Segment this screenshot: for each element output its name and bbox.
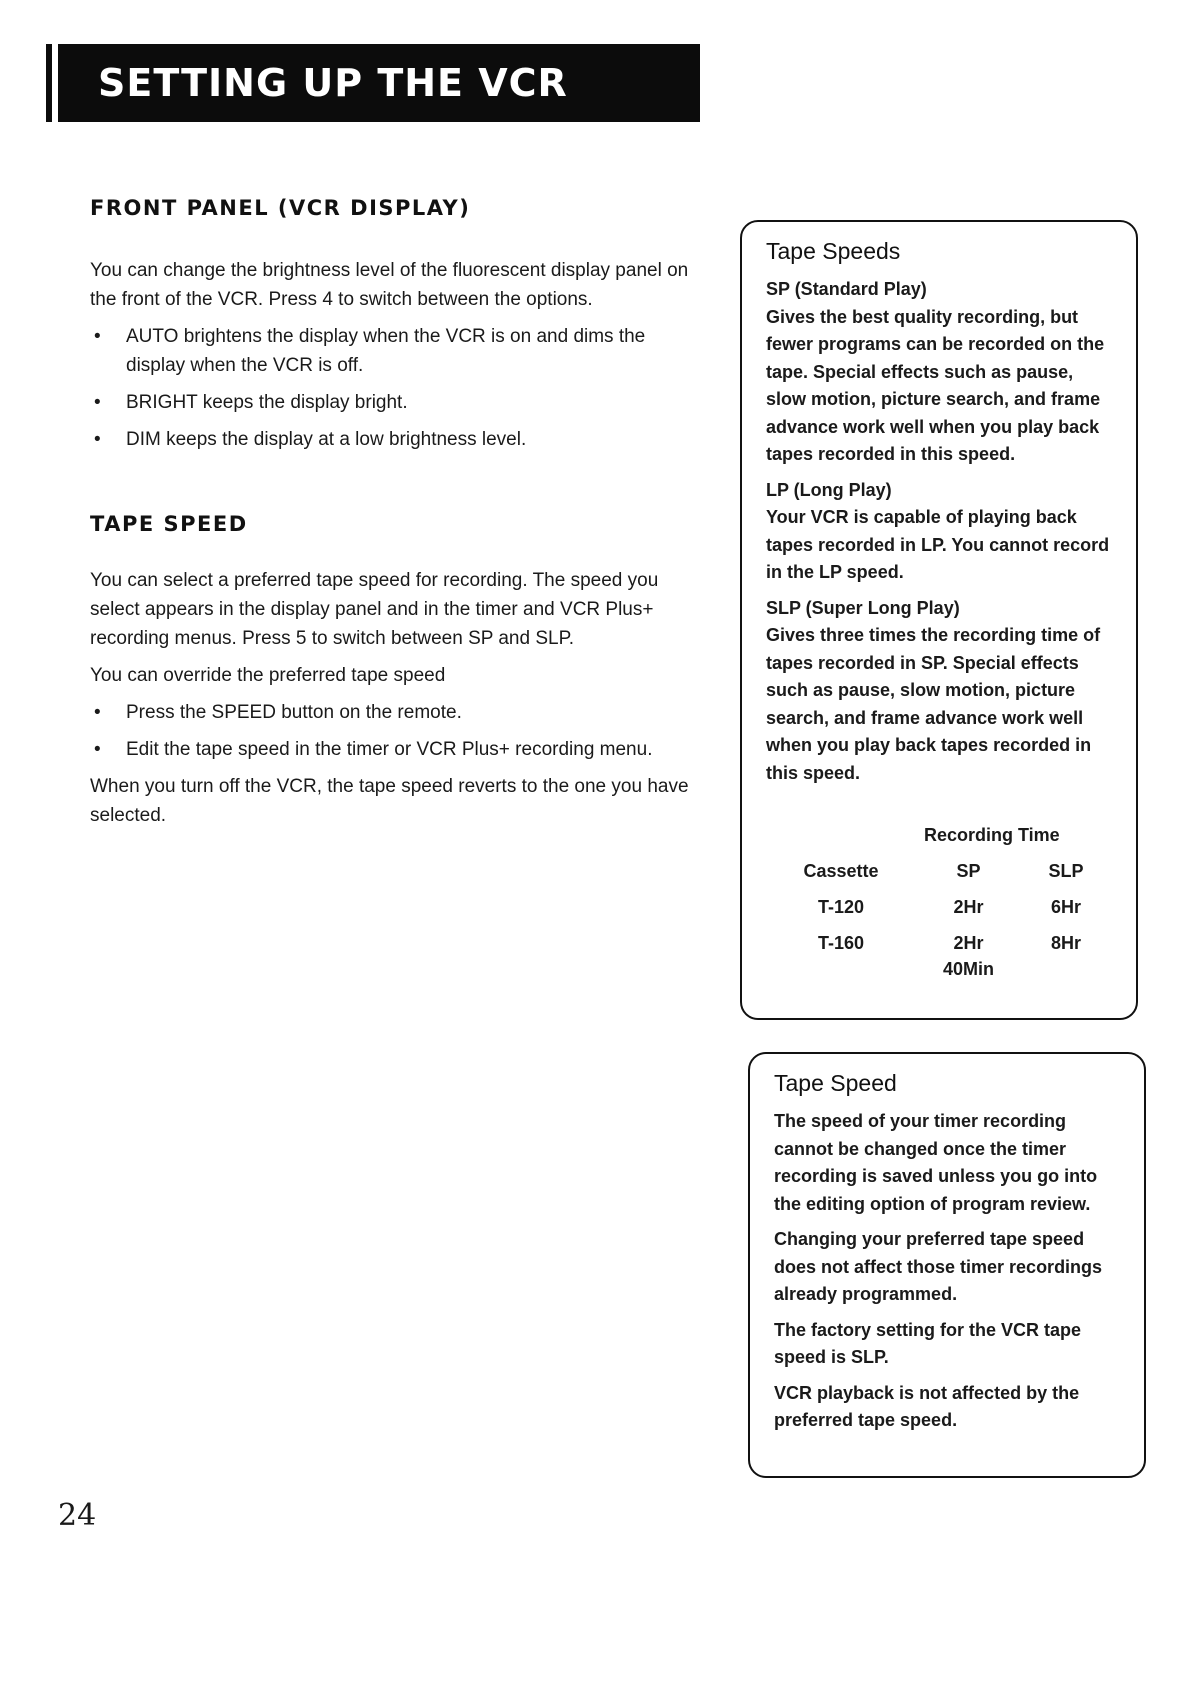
table-cell: 2Hr: [953, 933, 984, 953]
speed-desc-lp: Your VCR is capable of playing back tapes recorded in LP. You cannot record in the LP speed.: [766, 507, 1110, 582]
sidebar-title: Tape Speed: [774, 1070, 897, 1096]
front-panel-intro: You can change the brightness level of the fluorescent display panel on the front of the VCR. Press 4 to switch between the options.: [90, 260, 689, 310]
tape-speed-note-sidebar: [748, 1052, 1146, 1478]
table-header-row: [766, 853, 1116, 889]
speed-desc-sp: Gives the best quality recording, but fewer programs can be recorded on the tape. Special effects such as pause, slow motion, picture search, and frame advance work well when you play back tapes recorded in this speed.: [766, 306, 1105, 464]
note-paragraph: The speed of your timer recording cannot be changed once the timer recording is saved unless you go into the editing option of program review.: [774, 1111, 1098, 1214]
recording-time-table: [766, 817, 1116, 987]
tape-speed-intro: You can select a preferred tape speed for recording. The speed you select appears in the display panel and in the timer and VCR Plus+ recording menus. Press 5 to switch between SP and SLP.: [90, 570, 659, 649]
table-cell: T-120: [817, 897, 865, 917]
speed-term-lp: LP (Long Play): [766, 479, 892, 500]
tape-speed-heading: TAPE SPEED: [90, 512, 248, 536]
section-title: SETTING UP THE VCR: [98, 61, 568, 105]
table-header: SP: [956, 861, 981, 881]
list-item: • AUTO brightens the display when the VCR is on and dims the display when the VCR is off.: [90, 322, 700, 380]
speed-desc-slp: Gives three times the recording time of tapes recorded in SP. Special effects such as pause, slow motion, picture search, and frame advance work well when you play back tapes recorded in this speed.: [766, 625, 1101, 783]
note-paragraph: The factory setting for the VCR tape speed is SLP.: [774, 1319, 1082, 1367]
table-cell: 6Hr: [1050, 897, 1081, 917]
tape-speed-override: You can override the preferred tape speed: [90, 665, 446, 686]
table-row: [766, 889, 1116, 925]
table-cell: T-160: [817, 933, 865, 953]
speed-term-slp: SLP (Super Long Play): [766, 597, 960, 618]
main-column: [90, 196, 700, 830]
note-paragraph: VCR playback is not affected by the preferred tape speed.: [774, 1382, 1080, 1430]
front-panel-heading: FRONT PANEL (VCR DISPLAY): [90, 196, 471, 220]
table-cell: 8Hr: [1050, 933, 1081, 953]
list-item: • DIM keeps the display at a low brightness level.: [90, 425, 700, 454]
note-paragraph: Changing your preferred tape speed does not affect those timer recordings already programmed.: [774, 1229, 1103, 1304]
table-row: [766, 925, 1116, 961]
front-panel-options: [90, 322, 700, 454]
page-number: 24: [58, 1498, 97, 1533]
table-cell: 2Hr: [953, 897, 984, 917]
sidebar-title: Tape Speeds: [766, 238, 901, 264]
tape-speed-closing: When you turn off the VCR, the tape speed reverts to the one you have selected.: [90, 776, 689, 826]
section-header: [52, 44, 700, 122]
table-caption: Recording Time: [924, 825, 1060, 845]
tape-speed-override-options: [90, 698, 700, 764]
list-item: • BRIGHT keeps the display bright.: [90, 388, 700, 417]
table-header: Cassette: [803, 861, 879, 881]
table-header: SLP: [1048, 861, 1084, 881]
tape-speeds-sidebar: [740, 220, 1138, 1020]
list-item: • Press the SPEED button on the remote.: [90, 698, 700, 727]
speed-term-sp: SP (Standard Play): [766, 279, 927, 299]
list-item: • Edit the tape speed in the timer or VCR Plus+ recording menu.: [90, 735, 700, 764]
table-cell-subline: 40Min: [942, 959, 994, 979]
